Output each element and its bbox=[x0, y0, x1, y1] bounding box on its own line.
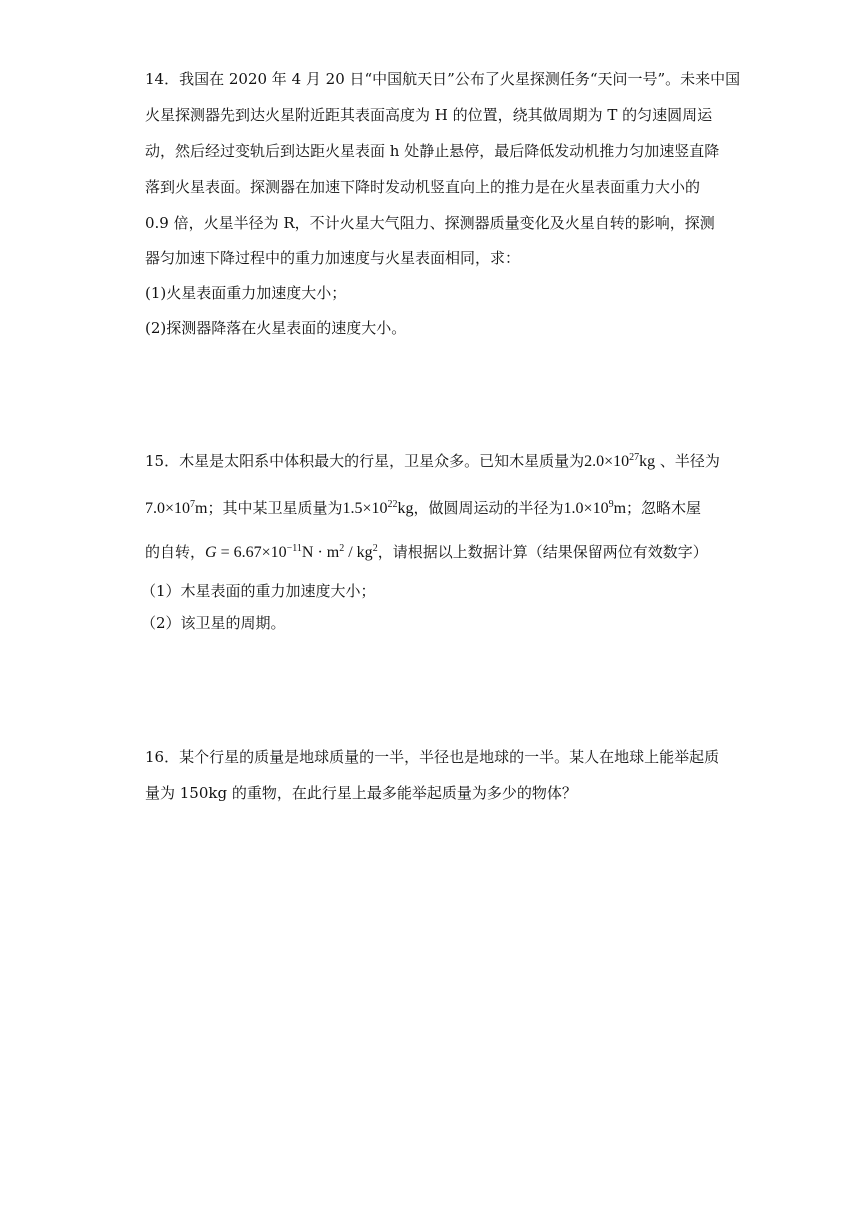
q15-line-2: $7.0\times 10^7m$；其中某卫星质量为$1.5\times 10^{22}kg$，做圆周运动的半径为$1.0\times 10^9m$；忽略木屋 bbox=[145, 499, 702, 517]
q14-line-1: 14．我国在 2020 年 4 月 20 日“中国航天日”公布了火星探测任务“天问一号”。未来中国 bbox=[145, 70, 741, 88]
q15-line-3: 的自转，$G = 6.67\times 10^{-11}N \cdot m^2 / kg^2$，请根据以上数据计算（结果保留两位有效数字） bbox=[145, 543, 708, 561]
jupiter-radius: $7.0\times 10^7m$ bbox=[145, 499, 208, 517]
q15-subquestion-2: （2）该卫星的周期。 bbox=[141, 614, 286, 632]
q15-subquestion-1: （1）木星表面的重力加速度大小； bbox=[141, 582, 376, 600]
jupiter-mass: $2.0\times 10^{27}kg$ bbox=[584, 452, 656, 470]
q16-line-1: 16．某个行星的质量是地球质量的一半，半径也是地球的一半。某人在地球上能举起质 bbox=[145, 748, 720, 766]
q15-line-1: 15．木星是太阳系中体积最大的行星，卫星众多。已知木星质量为$2.0\times 10^{27}kg$ 、半径为 bbox=[145, 452, 720, 470]
q14-line-2: 火星探测器先到达火星附近距其表面高度为 H 的位置，绕其做周期为 T 的匀速圆周运 bbox=[145, 106, 713, 124]
q16-line-2: 量为 150kg 的重物，在此行星上最多能举起质量为多少的物体？ bbox=[145, 784, 577, 802]
q14-line-3: 动，然后经过变轨后到达距火星表面 h 处静止悬停，最后降低发动机推力匀加速竖直降 bbox=[145, 142, 720, 160]
q15-text: 15．木星是太阳系中体积最大的行星，卫星众多。已知木星质量为 bbox=[145, 452, 585, 470]
q14-line-4: 落到火星表面。探测器在加速下降时发动机竖直向上的推力是在火星表面重力大小的 bbox=[145, 178, 701, 196]
q14-subquestion-2: (2)探测器降落在火星表面的速度大小。 bbox=[145, 319, 407, 337]
q14-subquestion-1: (1)火星表面重力加速度大小； bbox=[145, 284, 347, 302]
gravitational-constant: $G = 6.67\times 10^{-11}N \cdot m^2 / kg^2$ bbox=[205, 543, 378, 561]
satellite-mass: $1.5\times 10^{22}kg$ bbox=[342, 499, 414, 517]
q14-line-6: 器匀加速下降过程中的重力加速度与火星表面相同，求： bbox=[145, 249, 521, 267]
q14-line-5: 0.9 倍，火星半径为 R，不计火星大气阻力、探测器质量变化及火星自转的影响，探测 bbox=[145, 214, 715, 232]
orbit-radius: $1.0\times 10^9m$ bbox=[563, 499, 627, 517]
